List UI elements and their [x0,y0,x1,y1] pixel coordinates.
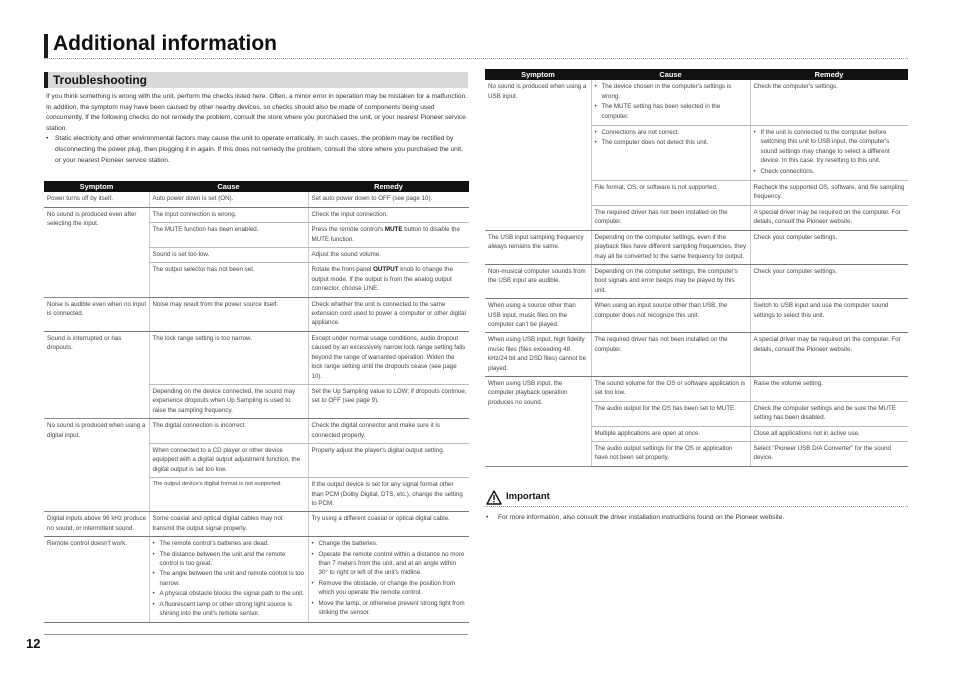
cause-cell: Depending on the device connected, the sound may experience dropouts when Up Sampling is used to raise the sampling frequency. [149,384,308,418]
symptom-cell: Power turns off by itself. [44,192,149,207]
important-label: Important [506,491,550,502]
remedy-list [312,539,468,617]
symptom-cell: Noise is audible even when no input is connected. [44,297,149,331]
table-row [485,333,908,377]
remedy-cell [308,263,469,297]
list-item: • Move the lamp, or otherwise prevent strong light from striking the sensor. [312,599,468,618]
cause-cell: When using an input source other than USB, the computer does not recognize this unit. [591,299,750,333]
symptom-cell: Non-musical computer sounds from the USB input are audible. [485,264,591,298]
header-remedy: Remedy [308,181,469,192]
page-number: 12 [26,636,41,651]
remedy-cell [308,537,469,623]
remedy-cell: Except under normal usage conditions, audio dropout caused by an excessively narrow lock range setting falls beyond the range of warranted operation. Widen the lock range setting until the dropouts cease (see page 10). [308,331,469,384]
remedy-list [754,128,907,176]
symptom-cell: Digital inputs above 96 kHz produce no sound, or intermittent sound. [44,512,149,537]
cause-list [595,128,748,148]
cause-list [153,539,306,618]
list-item: • A physical obstacle blocks the signal path to the unit. [153,589,306,598]
remedy-cell [750,126,908,181]
remedy-text: button to disable the MUTE function. [311,226,460,243]
cause-cell: Auto power down is set (ON). [149,192,308,207]
symptom-cell: When using USB input, high fidelity music files (files exceeding 48 kHz/24 bit and DSD files) cannot be played. [485,333,591,377]
remedy-cell: Check the computer settings and be sure the MUTE setting has been disabled. [750,401,908,426]
list-item: • If the unit is connected to the computer before switching this unit to USB input, the computer's sound settings may change to select a different device. In this case, try resetting to this unit. [754,128,907,166]
table-row [44,512,469,537]
remedy-cell [308,223,469,248]
mute-button-label: MUTE [384,226,403,234]
remedy-cell: Close all applications not in active use. [750,426,908,441]
important-divider [485,506,908,507]
symptom-cell: When using a source other than USB input, music files on the computer can't be played. [485,299,591,333]
remedy-text: Press the remote control's [311,226,384,234]
title-bar-marker [44,34,48,58]
table-row [485,299,908,333]
remedy-cell: Check your computer settings. [750,230,908,264]
cause-cell: Depending on the computer settings, even if the playback files have different sampling frequencies, they may all be converted to the same frequency for output. [591,230,750,264]
remedy-cell: Recheck the supported OS, software, and file sampling frequency. [750,181,908,206]
section-title: Troubleshooting [53,73,147,87]
cause-cell: The lock range setting is too narrow. [149,331,308,384]
symptom-cell: No sound is produced when using a digital input. [44,419,149,512]
list-item: • The angle between the unit and remote control is too narrow. [153,569,306,588]
cause-cell: When connected to a CD player or other device equipped with a digital output adjustment function, the digital output is set too low. [149,443,308,477]
table-row [44,297,469,331]
list-item: • Operate the remote control within a distance no more than 7 meters from the unit, and at an angle within 30° to right or left of the unit's midline. [312,550,468,578]
cause-cell: Depending on the computer settings, the computer's boot signals and error beeps may be played by this unit. [591,264,750,298]
remedy-text: Rotate the front-panel [311,266,372,274]
header-cause: Cause [149,181,308,192]
intro-paragraph: If you think something is wrong with the unit, perform the checks listed here. Often, a minor error in operation may be mistaken for a malfunction. In addition, the symptom may have been caused by other nearby devices, so checks should also be made of components being used concurrently. If the following checks do not remedy the problem, consult the store where you purchased the unit, or your nearest Pioneer service station. [46,93,468,132]
list-item: • Check connections. [754,167,907,176]
table-row [485,80,908,125]
remedy-cell: Check whether the unit is connected to the same extension cord used to power a computer or other digital appliance. [308,297,469,331]
list-item: • The MUTE setting has been selected in the computer. [595,102,748,121]
cause-cell: Sound is set too low. [149,248,308,263]
intro-bullet-list [46,134,468,166]
troubleshooting-table-right [485,69,908,467]
bottom-divider [44,634,468,635]
troubleshooting-table-left [44,181,469,623]
cause-cell: The audio output for the OS has been set to MUTE. [591,401,750,426]
cause-cell: Multiple applications are open at once. [591,426,750,441]
table-row [485,264,908,298]
remedy-cell: A special driver may be required on the computer. For details, consult the Pioneer website. [750,205,908,230]
symptom-cell: No sound is produced even after selecting the input. [44,207,149,297]
remedy-cell: Try using a different coaxial or optical digital cable. [308,512,469,537]
remedy-cell: A special driver may be required on the computer. For details, consult the Pioneer website. [750,333,908,377]
cause-cell [591,126,750,181]
page-title: Additional information [53,32,277,55]
list-item: • Connections are not correct. [595,128,748,137]
cause-cell: The output device's digital format is not supported. [149,478,308,512]
list-item: • The distance between the unit and the remote control is too great. [153,550,306,569]
list-item: • A fluorescent lamp or other strong light source is shining into the unit's remote sensor. [153,600,306,619]
cause-cell: The sound volume for the OS or software application is set too low. [591,376,750,401]
header-symptom: Symptom [44,181,149,192]
cause-cell: The audio output settings for the OS or application have not been set properly. [591,442,750,467]
table-row [44,207,469,222]
list-item: • The device chosen in the computer's settings is wrong. [595,82,748,101]
table-row [44,537,469,623]
remedy-cell: Properly adjust the player's digital output setting. [308,443,469,477]
table-header-row [485,69,908,80]
remedy-cell: Switch to USB input and use the computer sound settings to select this unit. [750,299,908,333]
table-row [485,376,908,401]
table-row [44,192,469,207]
table-row [44,419,469,444]
cause-cell: The required driver has not been installed on the computer. [591,205,750,230]
intro-text [46,92,468,166]
intro-bullet: • Static electricity and other environmental factors may cause the unit to operate erratically. In such cases, the problem may be rectified by disconnecting the power plug, then plugging it in again. If this does not remedy the problem, consult the store where you purchased the unit, or your nearest Pioneer service station. [46,134,468,166]
list-item: • Remove the obstacle, or change the position from which you operate the remote control. [312,579,468,598]
cause-cell: The digital connection is incorrect. [149,419,308,444]
remedy-text: knob to change the output mode. If the output is from the analog output connector, choose LINE. [311,266,453,293]
remedy-cell: If the output device is set for any signal format other than PCM (Dolby Digital, DTS, etc.), change the setting to PCM. [308,478,469,512]
remedy-cell: Check your computer settings. [750,264,908,298]
symptom-cell: The USB input sampling frequency always remains the same. [485,230,591,264]
important-note: • For more information, also consult the driver installation instructions found on the Pioneer website. [486,513,920,523]
remedy-cell: Check the digital connector and make sure it is connected properly. [308,419,469,444]
table-row [44,331,469,384]
remedy-cell: Raise the volume setting. [750,376,908,401]
remedy-cell: Check the input connection. [308,207,469,222]
list-item: • The computer does not detect this unit. [595,138,748,147]
symptom-cell: Sound is interrupted or has dropouts. [44,331,149,418]
cause-cell: The input connection is wrong. [149,207,308,222]
output-knob-label: OUTPUT [373,266,399,274]
remedy-cell: Adjust the sound volume. [308,248,469,263]
list-item: • The remote control's batteries are dead. [153,539,306,548]
symptom-cell: No sound is produced when using a USB input. [485,80,591,230]
table-header-row [44,181,469,192]
cause-cell: The output selector has not been set. [149,263,308,297]
cause-list [595,82,748,121]
remedy-cell: Check the computer's settings. [750,80,908,125]
remedy-cell: Set auto power down to OFF (see page 10). [308,192,469,207]
header-symptom: Symptom [485,69,591,80]
section-header-marker [44,72,48,88]
header-cause: Cause [591,69,750,80]
remedy-cell: Select "Pioneer USB D/A Converter" for the sound device. [750,442,908,467]
cause-cell [591,80,750,125]
symptom-cell: Remote control doesn't work. [44,537,149,623]
list-item: • Change the batteries. [312,539,468,548]
cause-cell: File format, OS, or software is not supported. [591,181,750,206]
header-remedy: Remedy [750,69,908,80]
cause-cell: The MUTE function has been enabled. [149,223,308,248]
remedy-cell: Set the Up Sampling value to LOW; if dropouts continue, set to OFF (see page 9). [308,384,469,418]
cause-cell: Noise may result from the power source itself. [149,297,308,331]
table-row [485,230,908,264]
warning-icon [486,490,502,505]
symptom-cell: When using USB input, the computer playback operation produces no sound. [485,376,591,466]
cause-cell: The required driver has not been installed on the computer. [591,333,750,377]
section-header [44,72,468,88]
cause-cell: Some coaxial and optical digital cables may not transmit the output signal properly. [149,512,308,537]
cause-cell [149,537,308,623]
title-divider [44,58,908,59]
